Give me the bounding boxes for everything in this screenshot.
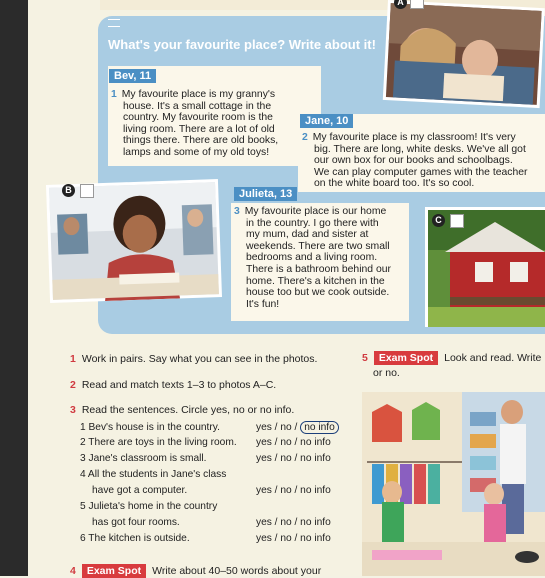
text-number: 2 bbox=[302, 132, 308, 143]
author-tag-jane: Jane, 10 bbox=[300, 114, 353, 128]
sentence-5: 5 Julieta's home in the country bbox=[80, 501, 218, 512]
exercise-number: 3 bbox=[70, 404, 76, 416]
exercise-5-continuation: or no. bbox=[373, 367, 400, 379]
photo-c-answer-box[interactable] bbox=[450, 214, 464, 228]
exercise-number: 1 bbox=[70, 353, 76, 365]
choice-4[interactable]: yes / no / no info bbox=[256, 485, 331, 496]
shop-illustration bbox=[362, 392, 545, 576]
panel-title: What's your favourite place? Write about it! bbox=[108, 37, 376, 52]
choice-3[interactable]: yes / no / no info bbox=[256, 453, 331, 464]
photo-a-label: A bbox=[394, 0, 407, 9]
author-tag-bev: Bev, 11 bbox=[109, 69, 156, 83]
circled-answer: no info bbox=[300, 421, 339, 434]
exam-spot-badge: Exam Spot bbox=[82, 564, 146, 578]
sentence-1: 1 Bev's house is in the country. bbox=[80, 422, 220, 433]
choice-1[interactable]: yes / no / no info bbox=[256, 422, 339, 433]
choice-6[interactable]: yes / no / no info bbox=[256, 533, 331, 544]
choice-5[interactable]: yes / no / no info bbox=[256, 517, 331, 528]
exercise-2: 2 Read and match texts 1–3 to photos A–C. bbox=[70, 379, 277, 391]
photo-b-label: B bbox=[62, 184, 75, 197]
sentence-5-cont: has got four rooms. bbox=[92, 517, 180, 528]
exercise-number: 4 bbox=[70, 565, 76, 577]
text-bev: 1 My favourite place is my granny's house. It's a small cottage in the country. My favourite room is the living room. There are a lot of old things there. There are old books, lamps and some of my old toys! bbox=[111, 89, 279, 158]
menu-lines-icon bbox=[108, 19, 120, 27]
text-julieta: 3 My favourite place is our home in the country. I go there with my mum, dad and sister at weekends. There are two small bedrooms and a living room. There is a bathroom behind our home. There's a kitchen in the house too but we cook outside. It's fun! bbox=[234, 206, 391, 310]
text-number: 3 bbox=[234, 206, 240, 217]
exercise-1: 1 Work in pairs. Say what you can see in the photos. bbox=[70, 353, 318, 365]
text-jane: 2 My favourite place is my classroom! It's very big. There are long, white desks. We've all got our own box for our books and schoolbags. We can play computer games with the teacher on the white board too. It's so cool. bbox=[302, 132, 528, 190]
exercise-3: 3 Read the sentences. Circle yes, no or no info. bbox=[70, 404, 295, 416]
shop-illustration-image bbox=[362, 392, 545, 576]
photo-a bbox=[383, 0, 545, 108]
photo-b bbox=[46, 179, 222, 303]
choice-2[interactable]: yes / no / no info bbox=[256, 437, 331, 448]
sentence-4: 4 All the students in Jane's class bbox=[80, 469, 227, 480]
dark-page-edge bbox=[0, 0, 28, 576]
sentence-4-cont: have got a computer. bbox=[92, 485, 188, 496]
exercise-number: 2 bbox=[70, 379, 76, 391]
text-number: 1 bbox=[111, 89, 117, 100]
photo-b-answer-box[interactable] bbox=[80, 184, 94, 198]
sentence-2: 2 There are toys in the living room. bbox=[80, 437, 237, 448]
author-tag-julieta: Julieta, 13 bbox=[234, 187, 297, 201]
sentence-6: 6 The kitchen is outside. bbox=[80, 533, 190, 544]
photo-c-label: C bbox=[432, 214, 445, 227]
exercise-4: 4 Exam Spot Write about 40–50 words about your bbox=[70, 565, 322, 577]
photo-b-image bbox=[46, 179, 222, 303]
photo-a-answer-box[interactable] bbox=[410, 0, 424, 9]
exercise-5: 5 Exam Spot Look and read. Write bbox=[362, 352, 542, 364]
exam-spot-badge: Exam Spot bbox=[374, 351, 438, 365]
exercise-number: 5 bbox=[362, 352, 368, 364]
photo-a-image bbox=[383, 0, 545, 108]
sentence-3: 3 Jane's classroom is small. bbox=[80, 453, 207, 464]
